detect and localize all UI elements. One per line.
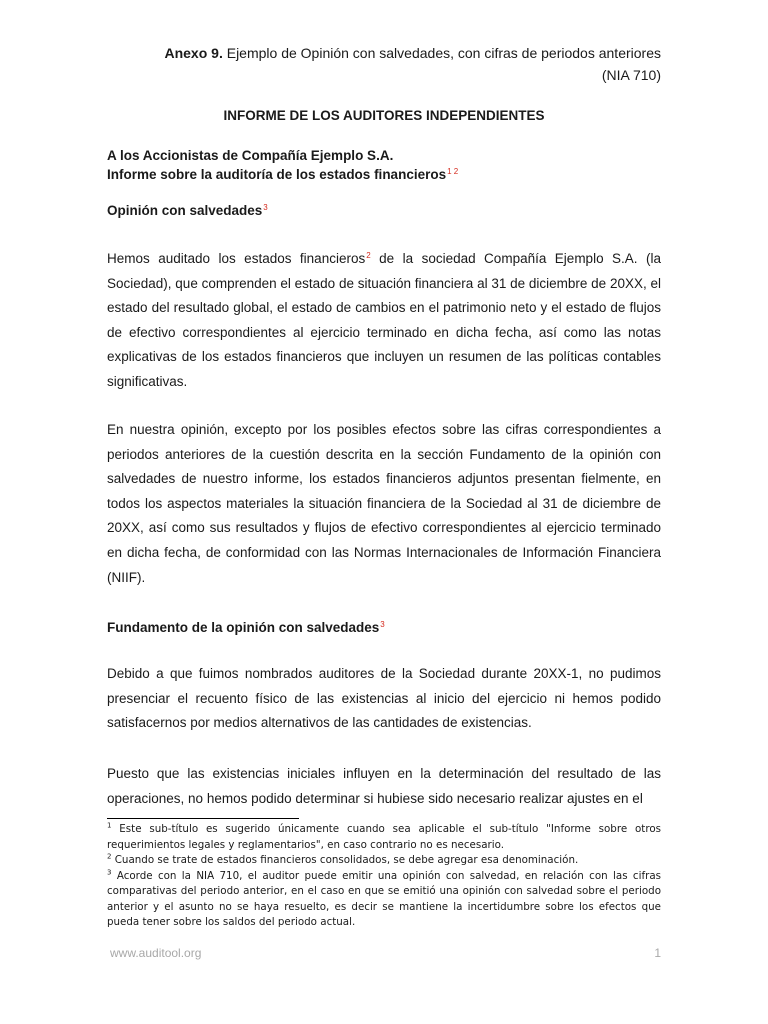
addressee-block — [107, 146, 458, 184]
section-heading-text: Fundamento de la opinión con salvedades — [107, 620, 380, 635]
footnote-text: Acorde con la NIA 710, el auditor puede emitir una opinión con salvedad, en relación con las cifras comparativas del periodo anterior, en el caso en que se emitió una opinión con salvedad sobre el periodo anterior y el asunto no se haya resuelto, es decir se mantiene la incertidumbre sobre los efectos que pueda tener sobre los saldos del periodo actual. — [107, 869, 661, 928]
report-title: INFORME DE LOS AUDITORES INDEPENDIENTES — [223, 108, 545, 123]
footnote-item — [107, 853, 661, 869]
paragraph-text: de la sociedad Compañía Ejemplo S.A. (la Sociedad), que comprenden el estado de situación financiera al 31 de diciembre de 20XX, el estado del resultado global, el estado de cambios en el patrimonio neto y el estado de flujos de efectivo correspondientes al ejercicio terminado en dicha fecha, así como las notas explicativas de los estados financieros que incluyen un resumen de las políticas contables significativas. — [107, 251, 662, 389]
footnote-text: Este sub-título es sugerido únicamente cuando sea aplicable el sub-título "Informe sobre otros requerimientos legales y reglamentarios", en caso contrario no es necesario. — [107, 823, 661, 851]
section-heading-basis — [107, 620, 385, 635]
report-subtitle-text: Informe sobre la auditoría de los estados financieros — [107, 167, 447, 182]
footnote-number: 1 — [107, 821, 112, 830]
footnote-number: 2 — [107, 852, 112, 861]
footnote-separator — [107, 818, 299, 819]
footnote-item — [107, 822, 661, 853]
annex-heading — [101, 42, 661, 86]
annex-text: Ejemplo de Opinión con salvedades, con cifras de periodos anteriores — [226, 45, 661, 61]
addressee-line: A los Accionistas de Compañía Ejemplo S.A. — [107, 148, 394, 163]
opinion-paragraph-1 — [107, 247, 661, 395]
footnote-text: Cuando se trate de estados financieros consolidados, se debe agregar esa denominación. — [111, 854, 579, 866]
footnote-ref[interactable]: 3 — [263, 202, 268, 212]
basis-paragraph-1: Debido a que fuimos nombrados auditores de la Sociedad durante 20XX-1, no pudimos presenciar el recuento físico de las existencias al inicio del ejercicio ni hemos podido satisfacernos por medios alternativos de las cantidades de existencias. — [107, 666, 661, 731]
footnote-ref[interactable]: 2 — [366, 250, 371, 260]
annex-standard: (NIA 710) — [601, 67, 661, 83]
section-heading-text: Opinión con salvedades — [107, 203, 263, 218]
footnote-ref[interactable]: 3 — [380, 619, 385, 629]
paragraph-text: Hemos auditado los estados financieros — [107, 251, 366, 266]
annex-label: Anexo 9. — [164, 45, 223, 61]
basis-paragraph-2: Puesto que las existencias iniciales influyen en la determinación del resultado de las operaciones, no hemos podido determinar si hubiese sido necesario realizar ajustes en el — [107, 766, 661, 806]
footnotes — [107, 822, 661, 931]
page-number: 1 — [654, 946, 661, 960]
report-subtitle — [107, 165, 458, 184]
footnote-item — [107, 869, 661, 931]
footer-website-link[interactable]: www.auditool.org — [110, 946, 202, 960]
section-heading-opinion — [107, 203, 268, 218]
opinion-paragraph-2: En nuestra opinión, excepto por los posibles efectos sobre las cifras correspondientes a periodos anteriores de la cuestión descrita en la sección Fundamento de la opinión con salvedades de nuestro informe, los estados financieros adjuntos presentan fielmente, en todos los aspectos materiales la situación financiera de la Sociedad al 31 de diciembre de 20XX, así como sus resultados y flujos de efectivo correspondientes al ejercicio terminado en dicha fecha, de conformidad con las Normas Internacionales de Información Financiera (NIIF). — [107, 422, 661, 585]
footnote-ref[interactable]: 1 2 — [447, 166, 459, 176]
footnote-number: 3 — [107, 868, 112, 877]
